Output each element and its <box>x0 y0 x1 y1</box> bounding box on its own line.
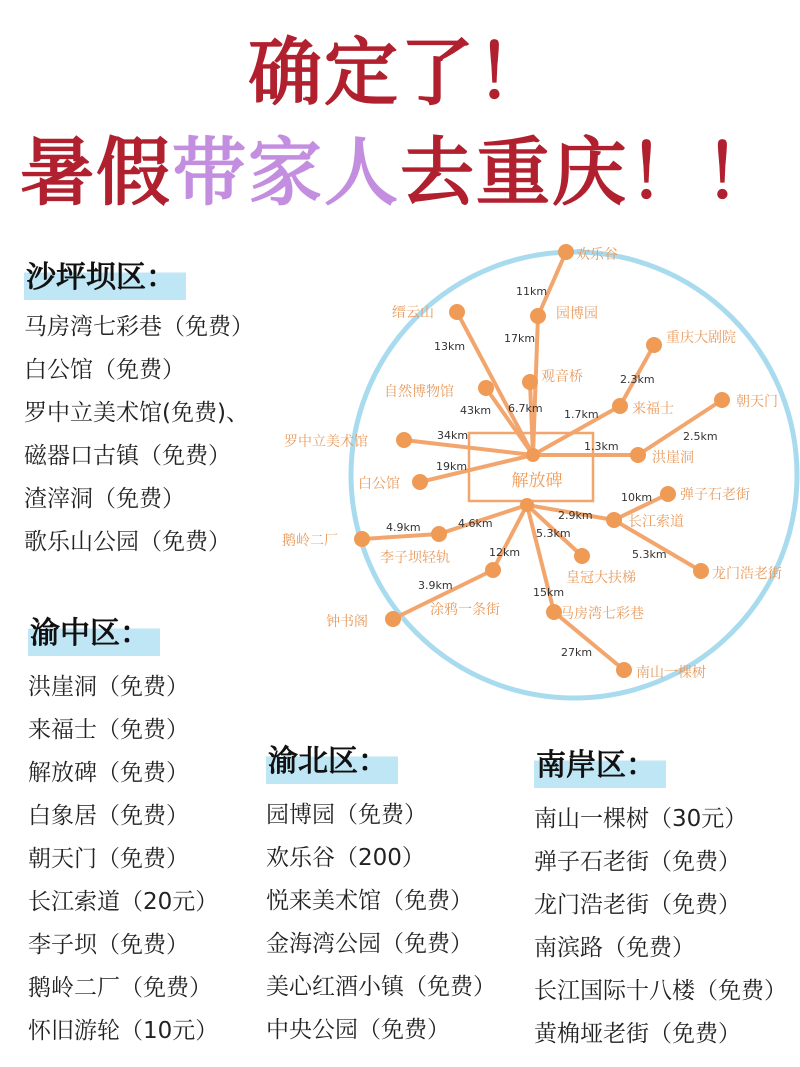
distance-label: 11km <box>516 285 548 298</box>
place-label: 朝天门 <box>736 394 778 410</box>
distance-label: 43km <box>460 404 492 417</box>
place-label: 李子坝轻轨 <box>380 550 450 566</box>
hub-node <box>520 498 534 512</box>
route-line <box>486 388 533 455</box>
attraction-list <box>28 666 218 1053</box>
distance-label: 27km <box>561 646 593 659</box>
attraction-item: 弹子石老街（免费） <box>534 849 741 875</box>
place-label: 马房湾七彩巷 <box>560 606 644 622</box>
place-label: 洪崖洞 <box>652 450 694 466</box>
attraction-item: 磁器口古镇（免费） <box>24 443 231 469</box>
place-node <box>478 380 494 396</box>
attraction-list <box>266 794 496 1052</box>
distance-label: 6.7km <box>508 402 543 415</box>
district-yubei <box>266 734 496 1052</box>
place-label: 欢乐谷 <box>576 247 618 263</box>
distance-label: 5.3km <box>536 527 571 540</box>
attraction-item: 南滨路（免费） <box>534 935 695 961</box>
district-heading: 渝中区： <box>28 606 160 656</box>
place-node <box>693 563 709 579</box>
distance-label: 2.3km <box>620 373 655 386</box>
route-line <box>362 534 439 539</box>
attraction-item: 罗中立美术馆(免费)、 <box>24 400 249 426</box>
title-part-chongqing: 去重庆！！ <box>400 130 780 216</box>
distance-label: 17km <box>504 332 536 345</box>
attraction-item: 南山一棵树（30元） <box>534 806 748 832</box>
attraction-item: 洪崖洞（免费） <box>28 674 189 700</box>
district-nanan <box>534 738 787 1056</box>
attraction-item: 李子坝（免费） <box>28 932 189 958</box>
place-label: 鹅岭二厂 <box>282 533 338 549</box>
distance-label: 4.9km <box>386 521 421 534</box>
place-node <box>646 337 662 353</box>
place-node <box>396 432 412 448</box>
place-node <box>530 308 546 324</box>
attraction-item: 金海湾公园（免费） <box>266 931 473 957</box>
attraction-item: 中央公园（免费） <box>266 1017 450 1043</box>
title-part-family: 带家人 <box>172 130 400 216</box>
attraction-item: 朝天门（免费） <box>28 846 189 872</box>
attraction-item: 园博园（免费） <box>266 802 427 828</box>
attraction-item: 悦来美术馆（免费） <box>266 888 473 914</box>
attraction-item: 怀旧游轮（10元） <box>28 1018 219 1044</box>
distance-label: 15km <box>533 586 565 599</box>
route-line <box>530 382 533 455</box>
place-node <box>660 486 676 502</box>
distance-label: 4.6km <box>458 517 493 530</box>
title-line-1: 确定了！ <box>248 30 552 116</box>
attraction-list <box>534 798 787 1056</box>
attraction-item: 解放碑（免费） <box>28 760 189 786</box>
hub-node <box>526 448 540 462</box>
place-node <box>612 398 628 414</box>
attraction-item: 鹅岭二厂（免费） <box>28 975 212 1001</box>
attraction-item: 长江索道（20元） <box>28 889 219 915</box>
distance-label: 10km <box>621 491 653 504</box>
place-label: 缙云山 <box>392 305 434 321</box>
place-node <box>522 374 538 390</box>
distance-label: 12km <box>489 546 521 559</box>
place-label: 皇冠大扶梯 <box>566 570 636 586</box>
attraction-item: 歌乐山公园（免费） <box>24 529 231 555</box>
place-label: 罗中立美术馆 <box>284 434 368 450</box>
place-label: 龙门浩老街 <box>712 566 782 582</box>
distance-label: 5.3km <box>632 548 667 561</box>
distance-label: 34km <box>437 429 469 442</box>
place-label: 白公馆 <box>358 476 400 492</box>
attraction-item: 美心红酒小镇（免费） <box>266 974 496 1000</box>
distance-label: 13km <box>434 340 466 353</box>
attraction-item: 来福士（免费） <box>28 717 189 743</box>
center-label: 解放碑 <box>511 471 563 491</box>
district-yuzhong <box>28 606 218 1053</box>
district-heading: 渝北区： <box>266 734 398 784</box>
district-heading: 南岸区： <box>534 738 666 788</box>
title-part-summer: 暑假 <box>20 130 172 216</box>
place-label: 观音桥 <box>541 369 583 385</box>
attraction-list <box>24 306 254 564</box>
place-label: 长江索道 <box>628 514 684 530</box>
place-label: 自然博物馆 <box>384 384 454 400</box>
place-label: 钟书阁 <box>326 614 368 630</box>
place-node <box>574 548 590 564</box>
attraction-item: 龙门浩老街（免费） <box>534 892 741 918</box>
attraction-item: 欢乐谷（200） <box>266 845 425 871</box>
place-node <box>630 447 646 463</box>
place-node <box>714 392 730 408</box>
place-node <box>431 526 447 542</box>
place-node <box>412 474 428 490</box>
attraction-item: 黄桷垭老街（免费） <box>534 1021 741 1047</box>
distance-label: 2.5km <box>683 430 718 443</box>
place-label: 来福士 <box>632 401 674 417</box>
attraction-item: 长江国际十八楼（免费） <box>534 978 787 1004</box>
attraction-item: 马房湾七彩巷（免费） <box>24 314 254 340</box>
attraction-item: 白公馆（免费） <box>24 357 185 383</box>
place-node <box>385 611 401 627</box>
distance-label: 2.9km <box>558 509 593 522</box>
district-shapingba <box>24 250 254 564</box>
distance-label: 1.3km <box>584 440 619 453</box>
place-node <box>606 512 622 528</box>
place-label: 园博园 <box>556 306 598 322</box>
distance-label: 1.7km <box>564 408 599 421</box>
place-label: 南山一棵树 <box>636 665 706 681</box>
place-node <box>449 304 465 320</box>
distance-label: 19km <box>436 460 468 473</box>
attraction-item: 渣滓洞（免费） <box>24 486 185 512</box>
place-node <box>558 244 574 260</box>
place-label: 涂鸦一条街 <box>430 602 500 618</box>
place-node <box>354 531 370 547</box>
place-label: 弹子石老街 <box>680 487 750 503</box>
distance-label: 3.9km <box>418 579 453 592</box>
district-heading: 沙坪坝区： <box>24 250 186 300</box>
place-label: 重庆大剧院 <box>666 330 736 346</box>
place-node <box>485 562 501 578</box>
attraction-item: 白象居（免费） <box>28 803 189 829</box>
place-node <box>616 662 632 678</box>
